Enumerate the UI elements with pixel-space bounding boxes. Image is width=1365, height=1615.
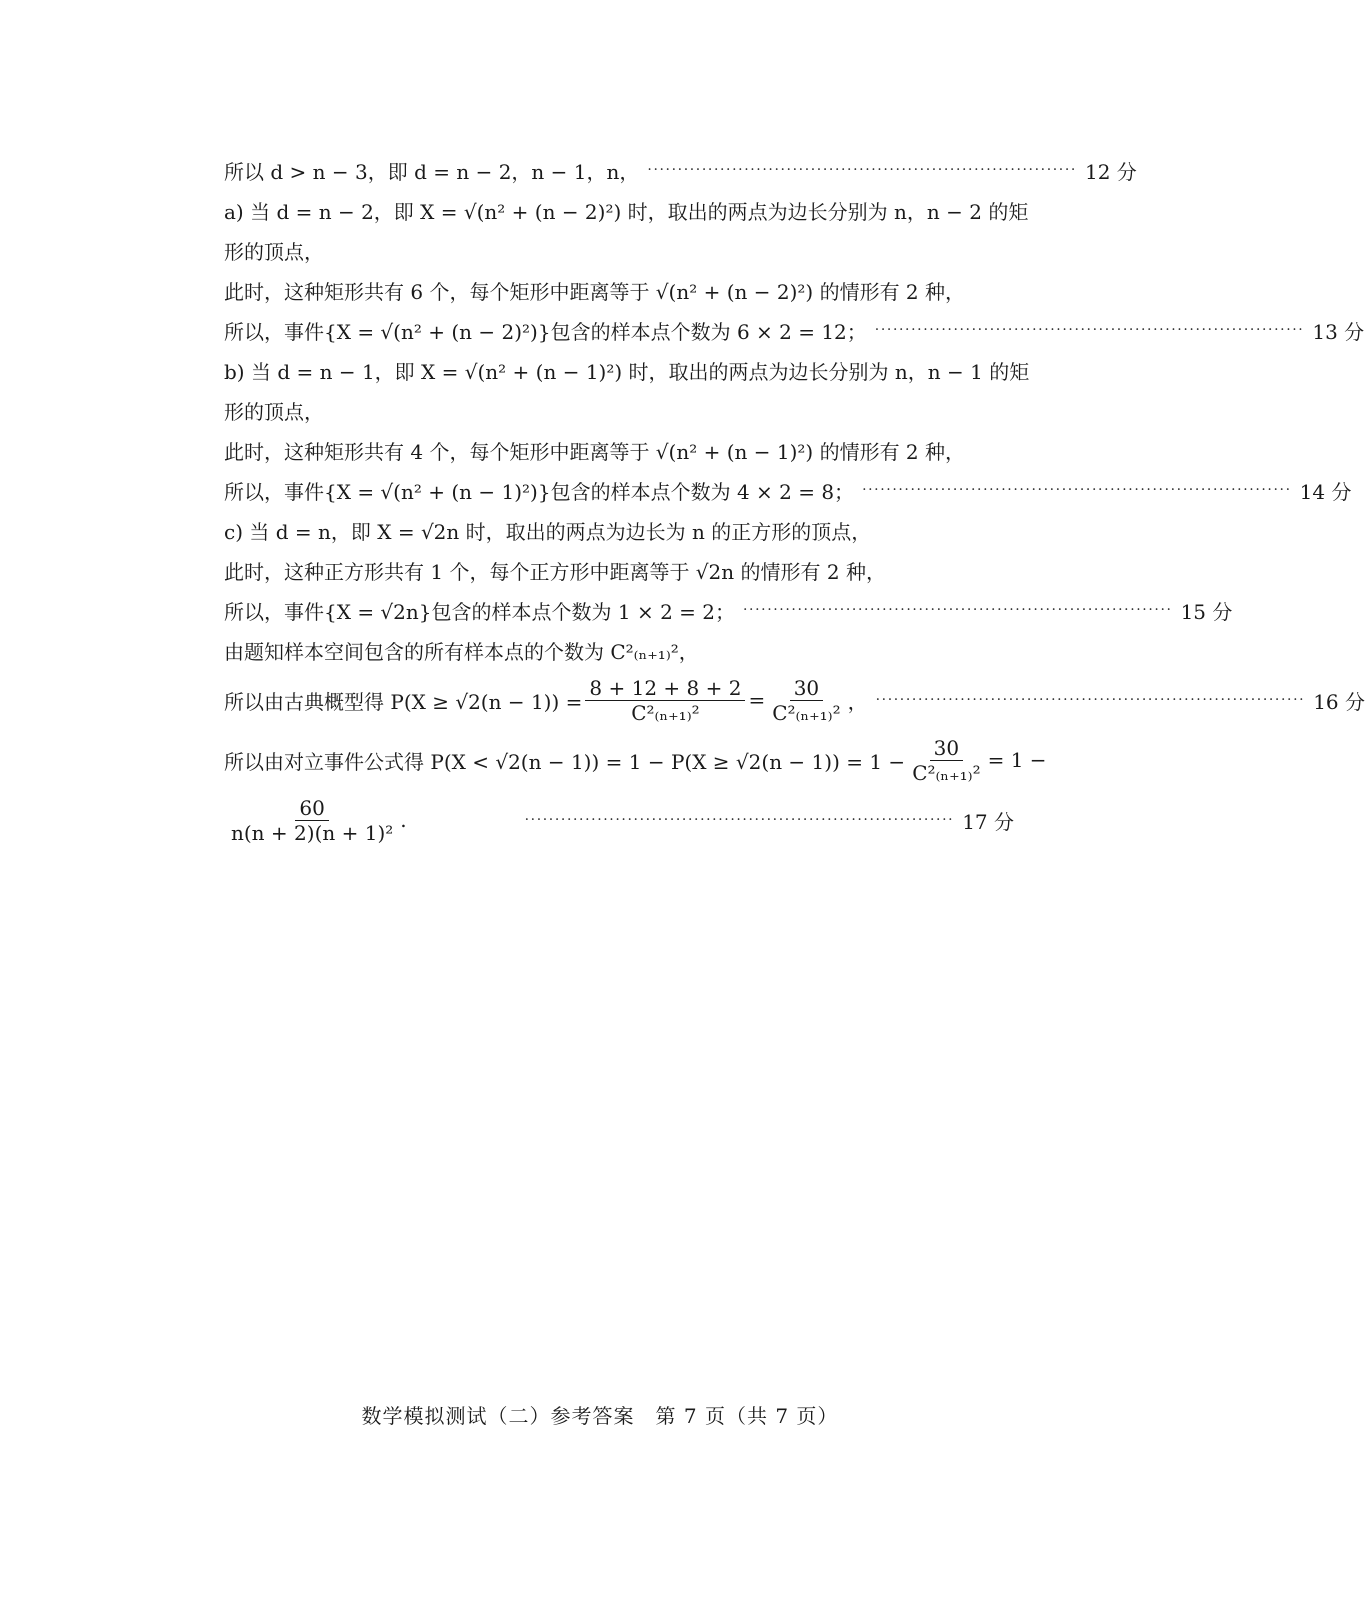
score-label: 15 分 xyxy=(1180,599,1233,624)
solution-line-1 xyxy=(224,150,1137,190)
solution-line-14 xyxy=(224,670,1365,730)
score-label: 16 分 xyxy=(1313,689,1365,714)
solution-line-3 xyxy=(224,230,1014,270)
fraction-denominator: C²₍ₙ₊₁₎² xyxy=(772,700,841,725)
leader-dots: ······································································· xyxy=(524,812,955,828)
line-text: 由题知样本空间包含的所有样本点的个数为 C²₍ₙ₊₁₎²， xyxy=(224,639,699,664)
fraction-numerator: 30 xyxy=(930,736,963,761)
line-text: 形的顶点， xyxy=(224,239,324,264)
solution-line-4 xyxy=(224,270,1014,310)
line-text: 所以，事件{X = √(n² + (n − 1)²)}包含的样本点个数为 4 × 2 = 8； xyxy=(224,479,855,504)
leader-dots: ······································································· xyxy=(862,482,1292,498)
line-text: 所以，事件{X = √2n}包含的样本点个数为 1 × 2 = 2； xyxy=(224,599,735,624)
fraction xyxy=(227,796,397,845)
line-text: 形的顶点， xyxy=(224,399,324,424)
fraction xyxy=(908,736,984,785)
solution-line-5 xyxy=(224,310,1365,350)
line-text: b) 当 d = n − 1，即 X = √(n² + (n − 1)²) 时，取出的两点为边长分别为 n，n − 1 的矩 xyxy=(224,359,1030,384)
line-text: 此时，这种矩形共有 4 个，每个矩形中距离等于 √(n² + (n − 1)²) 的情形有 2 种， xyxy=(224,439,966,464)
fraction xyxy=(768,676,844,725)
line-text: = 1 − xyxy=(987,748,1047,772)
line-text: c) 当 d = n，即 X = √2n 时，取出的两点为边长为 n 的正方形的顶点， xyxy=(224,519,872,544)
line-text: 此时，这种矩形共有 6 个，每个矩形中距离等于 √(n² + (n − 2)²) 的情形有 2 种， xyxy=(224,279,966,304)
line-text: 所以由对立事件公式得 P(X < √2(n − 1)) = 1 − P(X ≥ √2(n − 1)) = 1 − xyxy=(224,749,906,774)
answer-body xyxy=(224,150,1365,850)
line-text: a) 当 d = n − 2，即 X = √(n² + (n − 2)²) 时，取出的两点为边长分别为 n，n − 2 的矩 xyxy=(224,199,1029,224)
solution-line-2 xyxy=(224,190,1029,230)
fraction-denominator: C²₍ₙ₊₁₎² xyxy=(631,700,700,725)
line-text: . xyxy=(400,808,407,832)
solution-line-6 xyxy=(224,350,1030,390)
score-label: 14 分 xyxy=(1299,479,1352,504)
equals-sign: = xyxy=(748,688,766,712)
fraction-numerator: 30 xyxy=(790,676,823,701)
score-label: 12 分 xyxy=(1084,159,1137,184)
line-text: 所以 d > n − 3，即 d = n − 2，n − 1，n， xyxy=(224,159,640,184)
fraction-denominator: C²₍ₙ₊₁₎² xyxy=(912,760,981,785)
line-text: 此时，这种正方形共有 1 个，每个正方形中距离等于 √2n 的情形有 2 种， xyxy=(224,559,886,584)
solution-line-12 xyxy=(224,590,1233,630)
line-text: ， xyxy=(847,689,868,714)
solution-line-8 xyxy=(224,430,1014,470)
leader-dots: ······································································· xyxy=(647,162,1077,178)
solution-line-11 xyxy=(224,550,1014,590)
solution-line-16 xyxy=(224,790,1014,850)
fraction-denominator: n(n + 2)(n + 1)² xyxy=(231,820,394,845)
solution-line-10 xyxy=(224,510,1014,550)
solution-line-13 xyxy=(224,630,1014,670)
score-label: 13 分 xyxy=(1312,319,1365,344)
score-label: 17 分 xyxy=(962,809,1014,834)
leader-dots: ······································································· xyxy=(874,322,1305,338)
leader-dots: ······································································· xyxy=(875,692,1306,708)
fraction xyxy=(585,676,745,725)
solution-line-15 xyxy=(224,730,1047,790)
solution-line-9 xyxy=(224,470,1352,510)
line-text: 所以，事件{X = √(n² + (n − 2)²)}包含的样本点个数为 6 × 2 = 12； xyxy=(224,319,867,344)
fraction-numerator: 8 + 12 + 8 + 2 xyxy=(585,676,745,701)
line-text: 所以由古典概型得 P(X ≥ √2(n − 1)) = xyxy=(224,689,583,714)
leader-dots: ······································································· xyxy=(743,602,1173,618)
solution-line-7 xyxy=(224,390,1014,430)
fraction-numerator: 60 xyxy=(295,796,328,821)
page-footer: 数学模拟测试（二）参考答案 第 7 页（共 7 页） xyxy=(361,1404,839,1428)
